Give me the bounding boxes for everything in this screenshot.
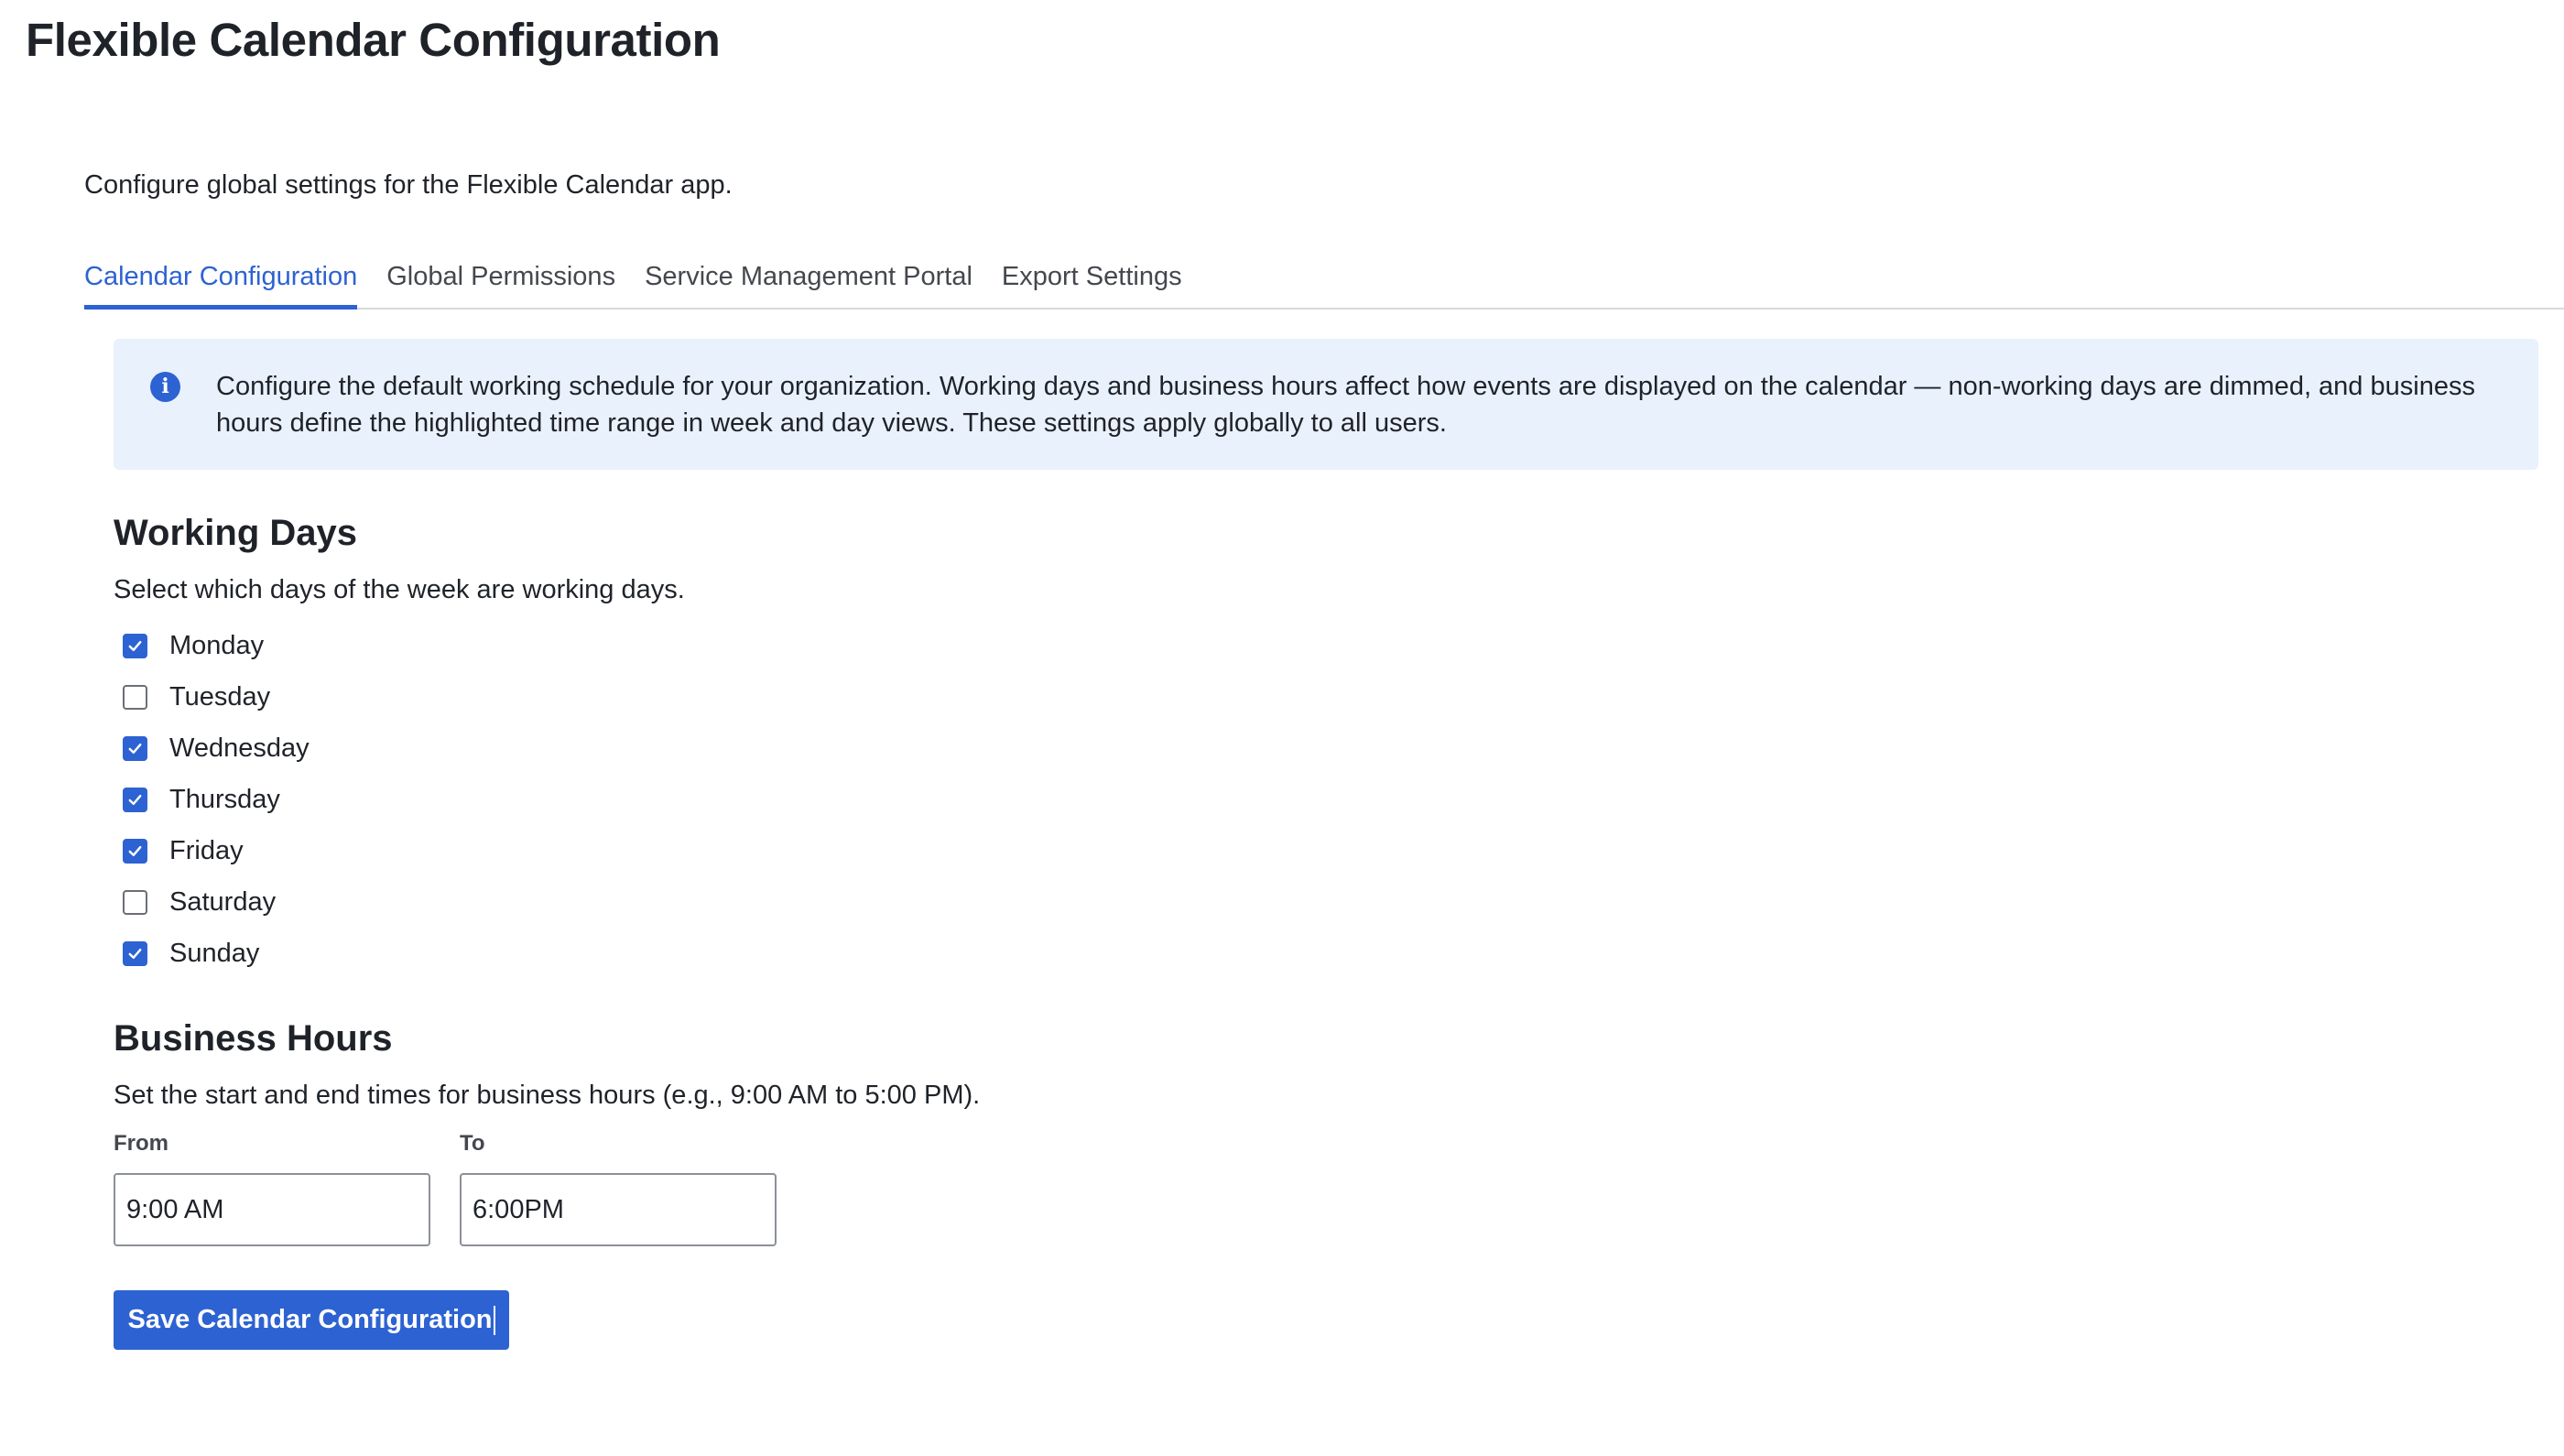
sunday-checkbox[interactable] [123, 941, 147, 966]
day-option-sunday[interactable] [123, 935, 259, 972]
wednesday-label: Wednesday [169, 733, 310, 763]
wednesday-checkbox[interactable] [123, 736, 147, 761]
tab-global-permissions[interactable]: Global Permissions [386, 262, 616, 291]
saturday-label: Saturday [169, 886, 277, 917]
to-time-input[interactable] [460, 1173, 777, 1246]
tuesday-label: Tuesday [169, 681, 271, 712]
tab-export-settings[interactable]: Export Settings [1001, 262, 1182, 291]
page-intro: Configure global settings for the Flexible Calendar app. [84, 170, 733, 200]
info-icon: i [150, 372, 180, 402]
checkmark-icon [126, 740, 144, 757]
info-banner [114, 339, 2538, 470]
tuesday-checkbox[interactable] [123, 685, 147, 710]
from-time-input[interactable] [114, 1173, 430, 1246]
working-days-title: Working Days [114, 513, 357, 553]
day-option-wednesday[interactable] [123, 730, 310, 766]
day-option-monday[interactable] [123, 627, 264, 664]
tab-bar [84, 258, 2564, 310]
thursday-label: Thursday [169, 784, 280, 814]
text-cursor [494, 1306, 495, 1335]
monday-checkbox[interactable] [123, 634, 147, 658]
save-button-label: Save Calendar Configuration [127, 1304, 493, 1334]
info-text: Configure the default working schedule for your organization. Working days and business hours affect how events are displayed on the calendar — non-working days are dimmed, and business hours define the highlighted time range in week and day views. These settings apply globally to all users. [216, 372, 2475, 438]
monday-label: Monday [169, 630, 265, 660]
save-calendar-configuration-button[interactable] [114, 1290, 509, 1350]
business-hours-description: Set the start and end times for business hours (e.g., 9:00 AM to 5:00 PM). [114, 1081, 981, 1110]
day-option-saturday[interactable] [123, 884, 276, 920]
working-days-description: Select which days of the week are working days. [114, 575, 685, 604]
from-label: From [114, 1131, 168, 1156]
to-label: To [460, 1131, 485, 1156]
tab-service-management-portal[interactable]: Service Management Portal [645, 262, 972, 291]
day-option-friday[interactable] [123, 832, 244, 869]
checkmark-icon [126, 637, 144, 655]
checkmark-icon [126, 791, 144, 809]
thursday-checkbox[interactable] [123, 788, 147, 812]
saturday-checkbox[interactable] [123, 890, 147, 915]
business-hours-title: Business Hours [114, 1018, 393, 1059]
friday-label: Friday [169, 835, 244, 865]
page-title: Flexible Calendar Configuration [26, 14, 721, 66]
tab-calendar-configuration[interactable]: Calendar Configuration [84, 258, 357, 310]
day-option-thursday[interactable] [123, 781, 280, 818]
sunday-label: Sunday [169, 938, 260, 968]
friday-checkbox[interactable] [123, 839, 147, 864]
day-option-tuesday[interactable] [123, 679, 270, 715]
checkmark-icon [126, 842, 144, 860]
checkmark-icon [126, 945, 144, 962]
